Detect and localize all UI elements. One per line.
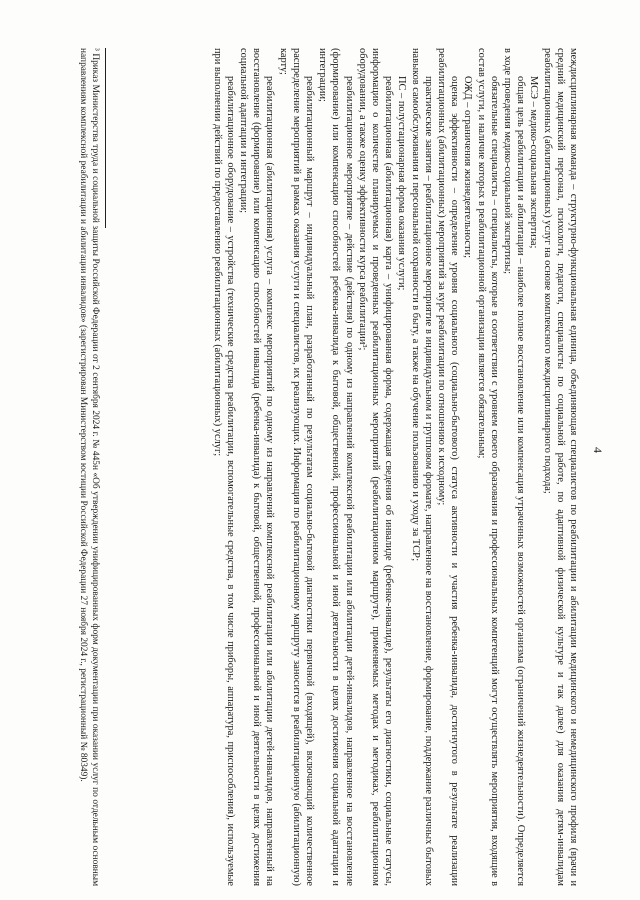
document-body [210,48,580,886]
page-number: 4 [591,447,605,453]
footnote-separator [105,48,106,228]
rotated-sheet [10,10,630,890]
paragraph: реабилитационная (абилитационная) услуга – комплекс мероприятий по одному из направлений комплексной реабилитации или абилитации детей-инвалидов, направленный на восстановление (формирование) или компенсацию способностей инвалида (ребенка-инвалида) к бытовой, общественной, профессиональной и иной деятельности в целях достижения социальной адаптации и интеграции; [237,48,276,886]
paragraph: реабилитационная (абилитационная) карта – унифицированная форма, содержащая сведения об инвалиде (ребенке-инвалиде), результаты его диагностики, социальные статусы, информацию о количестве планируемых и проведенных реабилитационных мероприятий (реабилитационном маршруте), применяемых методах и методиках, реабилитационном оборудовании, а также оценку эффективности курса реабилитации³; [356,48,395,886]
paragraph: ОЖД – ограничения жизнедеятельности; [462,76,474,259]
paragraph: обязательные специалисты – специалисты, которые в соответствии с уровнем своего образования и профессиональных компетенций могут осуществлять мероприятия, входящие в состав услуги, и наличие которых в реабилитационной организации является обязательным; [475,48,500,886]
paragraph: МСЭ – медико-социальная экспертиза; [528,76,540,249]
paragraph: оценка эффективности – определение уровня социального (социально-бытового) статуса активности и участия ребенка-инвалида, достигнутого в результате реализации реабилитационных (абилитационных) мероприятий за курс реабилитации по отношению к исходному; [435,48,461,886]
paragraph: общая цель реабилитации и абилитации – наиболее полное восстановление или компенсация утраченных возможностей организма (ограничений жизнедеятельности). Определяется в ходе проведения медико-социальной экспертизы; [501,48,527,886]
paragraph: ПС – полустационарная форма оказания услуги; [396,76,408,291]
paragraph: практические занятия – реабилитационное мероприятие в индивидуальном и групповом формате, направленное на восстановление, формирование, поддержание различных бытовых навыков самообслуживания и персональной сохранности в быту, а также на обучение пользованию и уходу за ТСР; [409,48,434,886]
paragraph: реабилитационный маршрут – индивидуальный план, разработанный по результатам социально-бытовой диагностики первичной (входящей), включающий количественное распределение мероприятий в рамках оказания услуги и специалистов, их реализующих. Информация по реабилитационному маршруту заносится в реабилитационную (абилитационную) карту; [277,48,315,886]
footnote: ³ Приказ Министерства труда и социальной защиты Российской Федерации от 2 сентября 2024 г. № 445н «Об утверждении унифицированных форм документации при оказании услуг по отдельным основным направлениям комплексной реабилитации и абилитации инвалидов» (зарегистрирован Министерством юстиции Российской Федерации 27 ноября 2024 г., регистрационный № 80349). [78,48,100,886]
paragraph: реабилитационное оборудование – устройства (технические средства реабилитации, вспомогательные средства, в том числе приборы, аппаратура, приспособления), используемые при выполнении действий по предоставлению реабилитационных (абилитационных) услуг; [211,48,236,886]
paragraph: реабилитационное мероприятие – действие (действия) по одному из направлений комплексной реабилитации или абилитации детей-инвалидов, направленное на восстановление (формирование) или компенсацию способностей ребенка-инвалида к бытовой, общественной, профессиональной и иной деятельности в целях достижения социальной адаптации и интеграции; [317,48,355,886]
paragraph: междисциплинарная команда – структурно-функциональная единица, объединяющая специалистов по реабилитации и абилитации медицинского и немедицинского профиля (врачи и средний медицинский персонал, психологи, педагоги, специалисты по социальной работе, по адаптивной физической культуре и так далее) для оказания детям-инвалидам реабилитационных (абилитационных) услуг на основе комплексного междисциплинарного подхода; [541,48,579,886]
